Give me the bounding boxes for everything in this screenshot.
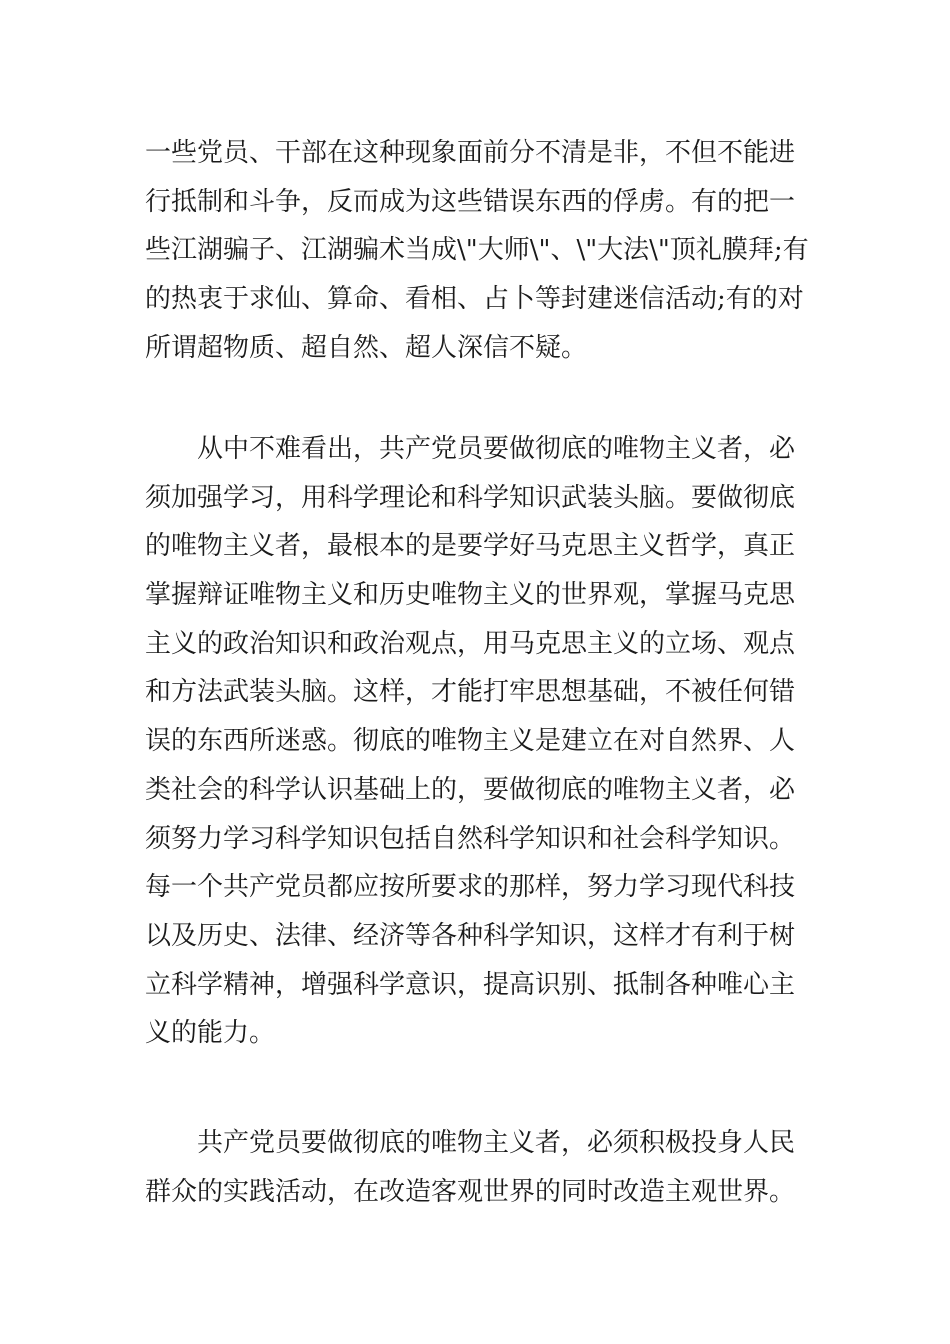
text-line: 须努力学习科学知识包括自然科学知识和社会科学知识。: [145, 823, 796, 854]
text-line: 误的东西所迷惑。彻底的唯物主义是建立在对自然界、人: [145, 726, 796, 757]
text-line: 些江湖骗子、江湖骗术当成\"大师\"、\"大法\"顶礼膜拜;有: [145, 235, 809, 266]
text-line: 的热衷于求仙、算命、看相、占卜等封建迷信活动;有的对: [145, 284, 804, 315]
text-line: 从中不难看出，共产党员要做彻底的唯物主义者，必: [145, 434, 796, 464]
paragraph-3: [145, 1119, 810, 1216]
text-line: 和方法武装头脑。这样，才能打牢思想基础，不被任何错: [145, 677, 796, 708]
text-line: 一些党员、干部在这种现象面前分不清是非，不但不能进: [145, 138, 796, 168]
text-line: 掌握辩证唯物主义和历史唯物主义的世界观，掌握马克思: [145, 580, 796, 611]
text-line: 义的能力。: [145, 1018, 276, 1049]
text-line: 每一个共产党员都应按所要求的那样，努力学习现代科技: [145, 872, 796, 903]
text-line: 须加强学习，用科学理论和科学知识武装头脑。要做彻底: [145, 482, 796, 513]
text-line: 主义的政治知识和政治观点，用马克思主义的立场、观点: [145, 628, 796, 659]
text-line: 共产党员要做彻底的唯物主义者，必须积极投身人民: [145, 1128, 796, 1158]
text-line: 所谓超物质、超自然、超人深信不疑。: [145, 332, 588, 363]
paragraph-1: [145, 129, 810, 372]
text-line: 以及历史、法律、经济等各种科学知识，这样才有利于树: [145, 920, 796, 951]
text-line: 的唯物主义者，最根本的是要学好马克思主义哲学，真正: [145, 531, 796, 562]
text-line: 类社会的科学认识基础上的，要做彻底的唯物主义者，必: [145, 774, 796, 805]
text-line: 群众的实践活动，在改造客观世界的同时改造主观世界。: [145, 1176, 796, 1207]
text-line: 立科学精神，增强科学意识，提高识别、抵制各种唯心主: [145, 969, 796, 1000]
paragraph-2: [145, 425, 810, 1058]
text-line: 行抵制和斗争，反而成为这些错误东西的俘虏。有的把一: [145, 186, 796, 217]
